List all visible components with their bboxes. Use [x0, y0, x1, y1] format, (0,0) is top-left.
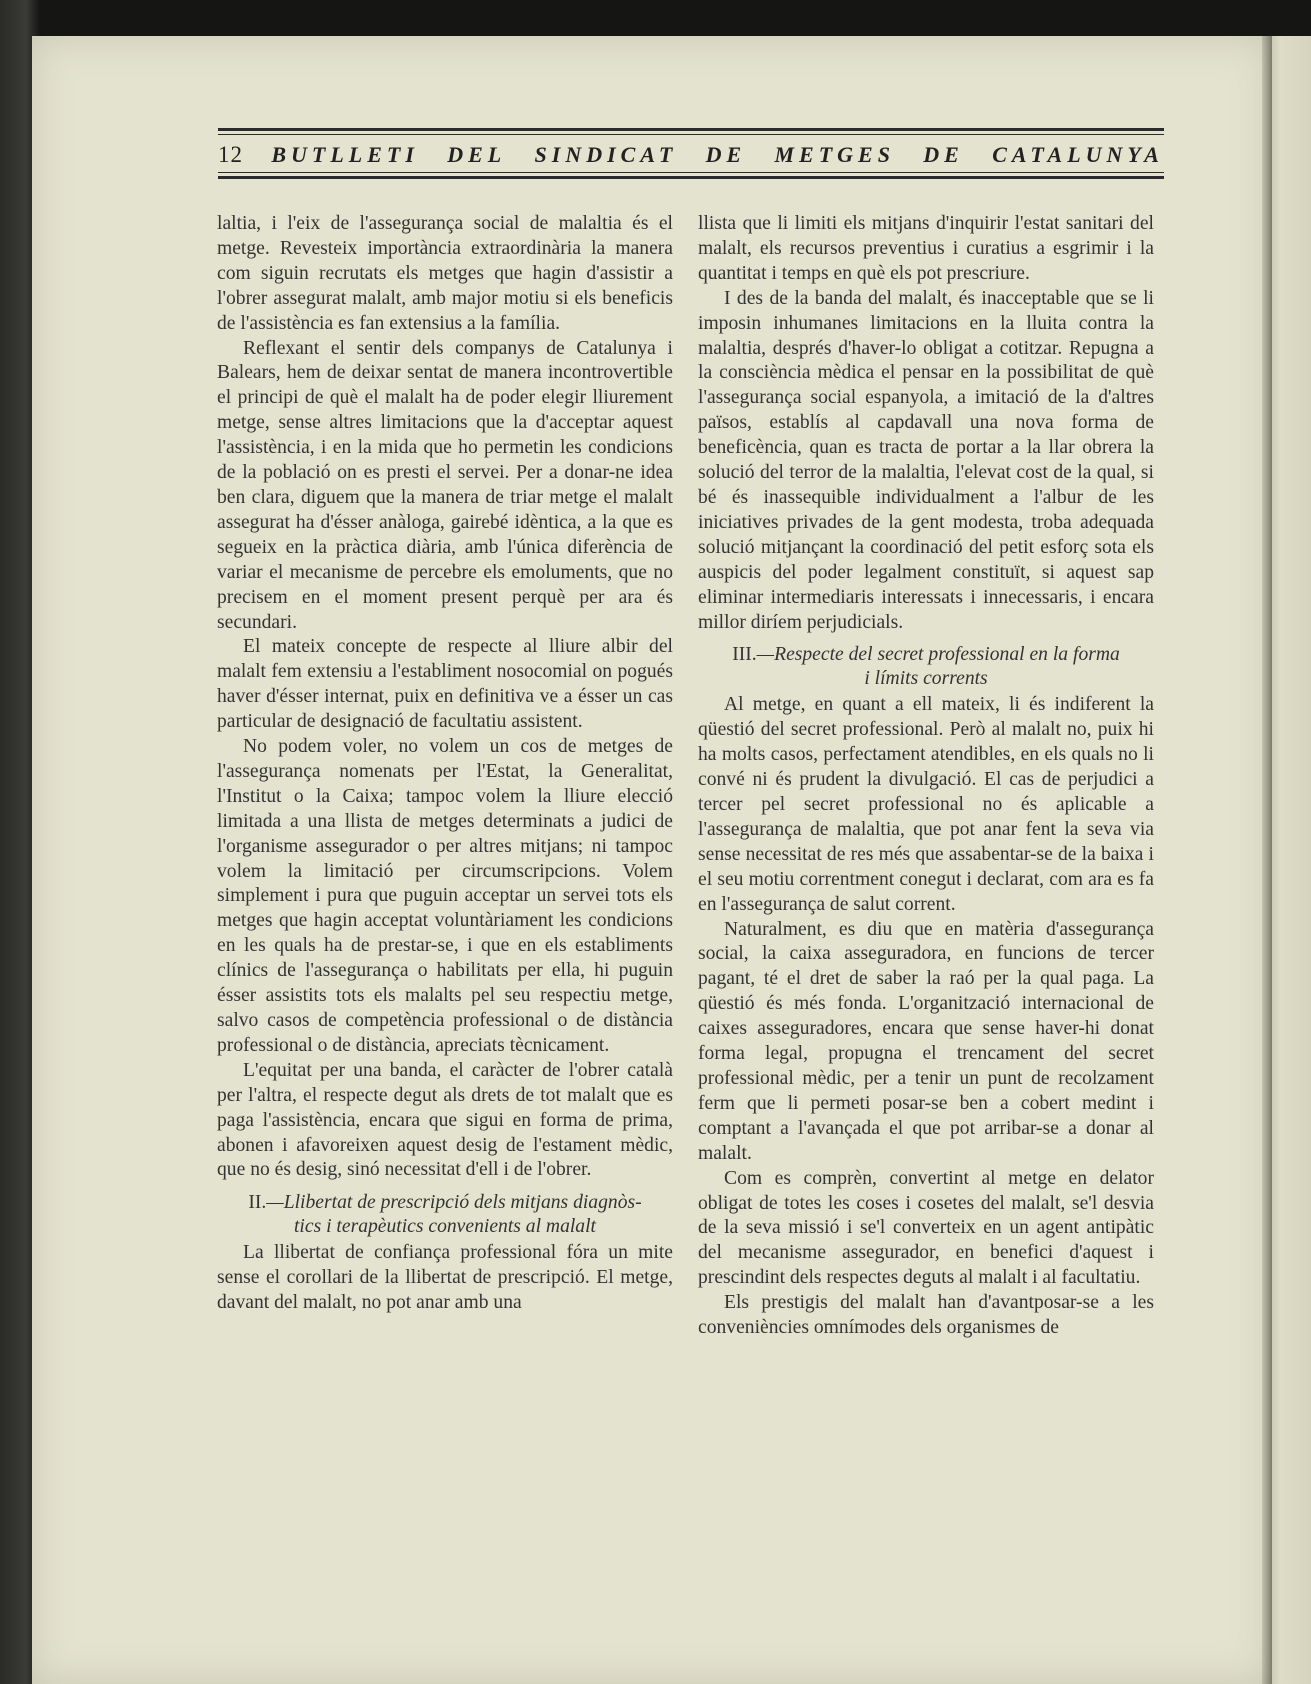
bottom-thin-rule: [218, 172, 1164, 173]
masthead-word: DEL: [447, 142, 507, 167]
right-column: [698, 212, 1154, 1341]
paragraph: I des de la banda del malalt, és inacceptable que se li imposin inhumanes limitacions en la lluita contra la malaltia, després d'haver-lo obligat a cotitzar. Repugna a la consciència mèdica el pensar en la possibilitat de què l'assegurança social espanyola, a imitació de la d'altres països, establís al capdavall una nova forma de beneficència, quan es tracta de portar a la llar obrera la solució del terror de la malaltia, l'elevat cost de la qual, si bé és inassequible individualment a l'albur de les iniciatives privades de la gent modesta, troba adequada solució mitjançant la coordinació del petit esforç sota els auspicis del poder legalment constituït, si aquest sap eliminar intermediaris interessats i innecessaris, i encara millor diríem perjudicials.: [698, 287, 1154, 633]
paragraph: La llibertat de confiança professional fóra un mite sense el corollari de la llibertat de prescripció. El metge, davant del malalt, no pot anar amb una: [217, 1242, 673, 1314]
binding-shadow: [1262, 36, 1272, 1684]
paragraph: Els prestigis del malalt han d'avantposar-se a les conveniències omnímodes dels organismes de: [698, 1292, 1154, 1339]
left-column: [217, 212, 673, 1316]
masthead-row: [218, 140, 1164, 170]
paragraph: laltia, i l'eix de l'assegurança social de malaltia és el metge. Revesteix importància extraordinària la manera com siguin recrutats els metges que hagin d'assistir a l'obrer assegurat malalt, amb major motiu si els beneficis de l'assistència es fan extensius a la família.: [217, 213, 673, 334]
top-thin-rule: [218, 134, 1164, 135]
paragraph: Naturalment, es diu que en matèria d'assegurança social, la caixa asseguradora, en funcions de tercer pagant, té el dret de saber la raó per la qual paga. La qüestió és més fonda. L'organització internacional de caixes asseguradores, encara que sense haver-hi donat forma legal, propugna el trencament del secret professional mèdic, per a tenir un punt de recolzament ferm que li permeti posar-se ben a cobert medint i comptant a l'avançada el que pot arribar-se a donar al malalt.: [698, 918, 1154, 1164]
section-heading: [698, 643, 1154, 691]
paragraph: El mateix concepte de respecte al lliure albir del malalt fem extensiu a l'establiment nosocomial on pogués haver d'ésser internat, puix en definitiva ve a ésser un cas particular de designació de facultatiu assistent.: [217, 636, 673, 733]
paragraph: llista que li limiti els mitjans d'inquirir l'estat sanitari del malalt, els recursos preventius i curatius a esgrimir i la quantitat i temps en què els pot prescriure.: [698, 213, 1154, 284]
section-heading: [217, 1191, 673, 1239]
section-title: —Respecte del secret professional en la forma: [756, 644, 1120, 666]
paragraph: No podem voler, no volem un cos de metges de l'assegurança nomenats per l'Estat, la Generalitat, l'Institut o la Caixa; tampoc volem la lliure elecció limitada a una llista de metges determinats a judici de l'organisme assegurador o per altres mitjans; ni tampoc volem la limitació per circumscripcions. Volem simplement i pura que puguin acceptar un servei tots els metges que hagin acceptat voluntàriament les condicions en les quals ha de prestar-se, i que en els establiments clínics de l'assegurança o habilitats per ella, hi puguin ésser assistits tots els malalts pel seu respectiu metge, salvo casos de competència professional o de distància professional o de distància, apreciats tècnicament.: [217, 736, 673, 1056]
section-title: —Llibertat de prescripció dels mitjans diagnòs-: [266, 1192, 642, 1214]
masthead-word: CATALUNYA: [992, 142, 1164, 167]
masthead-word: BUTLLETI: [271, 142, 419, 167]
masthead-word: METGES: [774, 142, 895, 167]
paragraph: L'equitat per una banda, el caràcter de l'obrer català per l'altra, el respecte degut als drets de tot malalt que es paga l'assistència, encara que sigui en forma de prima, abonen i afavoreixen aquest desig de l'estament mèdic, que no és desig, sinó necessitat d'ell i de l'obrer.: [217, 1059, 673, 1181]
top-rule: [218, 128, 1164, 131]
paragraph: Reflexant el sentir dels companys de Catalunya i Balears, hem de deixar sentat de manera incontrovertible el principi de què el malalt ha de poder elegir lliurement metge, sense altres limitacions que la d'acceptar aquest l'assistència, i en la mida que ho permetin les condicions de la població on es presti el servei. Per a donar-ne idea ben clara, diguem que la manera de triar metge el malalt assegurat ha d'ésser anàloga, gairebé idèntica, a la que es segueix en la pràctica diària, amb l'única diferència de variar el mecanisme de percebre els emoluments, que no precisem en el moment present perquè per ara és secundari.: [217, 337, 673, 633]
paragraph: Com es comprèn, convertint al metge en delator obligat de totes les coses i cosetes del malalt, se'l desvia de la seva missió i se'l converteix en un agent antipàtic del mecanisme assegurador, en benefici d'aquest i prescindint dels respectes deguts al malalt i al facultatiu.: [698, 1167, 1154, 1289]
section-title-continued: tics i terapèutics convenients al malalt: [293, 1216, 596, 1238]
masthead-word: DE: [705, 142, 747, 167]
masthead-word: SINDICAT: [534, 142, 678, 167]
section-number: II.: [248, 1192, 267, 1214]
bottom-rule: [218, 176, 1164, 179]
section-title-continued: i límits corrents: [864, 668, 988, 690]
next-page-edge: [1270, 36, 1311, 1684]
masthead: [218, 128, 1164, 188]
paragraph: Al metge, en quant a ell mateix, li és indiferent la qüestió del secret professional. Però al malalt no, puix hi ha molts casos, perfectament atendibles, en els quals no li convé ni és prudent la divulgació. El cas de perjudici a tercer pel secret professional no és aplicable a l'assegurança de malaltia, que pot anar fent la seva via sense necessitat de res més que assabentar-se de la baixa i el seu motiu correntment conegut i declarat, com ara es fa en l'assegurança de salut corrent.: [698, 694, 1154, 915]
page-number: 12: [218, 142, 243, 167]
masthead-word: DE: [923, 142, 964, 167]
section-number: III.: [732, 644, 757, 666]
